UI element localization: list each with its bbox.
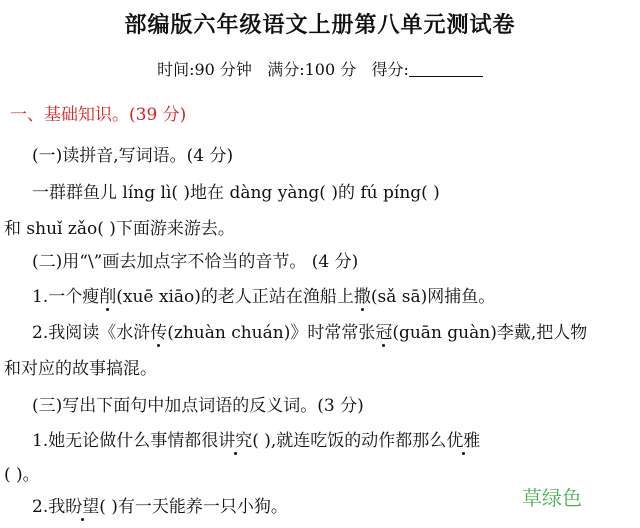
question-1-line-2: 和 shuǐ zǎo( )下面游来游去。 (4, 219, 235, 239)
question-2-sentence-1: 1.一个瘦削(xuē xiāo)的老人正站在渔船上撒(sǎ sā)网捕鱼。 (32, 287, 496, 307)
question-3-sentence-1-cont: ( )。 (4, 465, 40, 485)
exam-meta (0, 57, 640, 80)
question-2-sentence-2: 2.我阅读《水浒传(zhuàn chuán)》时常常张冠(guān guàn)李戴,把人物 (32, 323, 588, 343)
dotted-word: 讲究 (218, 431, 253, 451)
dotted-char: 撒 (353, 287, 371, 307)
full-score-label: 满分:100 分 (267, 60, 357, 79)
question-2-heading: (二)用“\”画去加点字不恰当的音节。 (4 分) (32, 252, 359, 272)
dotted-word: 优雅 (446, 431, 481, 451)
question-2-sentence-2-cont: 和对应的故事搞混。 (4, 359, 157, 379)
section-heading-basics: 一、基础知识。(39 分) (10, 105, 187, 125)
question-1-heading: (一)读拼音,写词语。(4 分) (32, 146, 234, 166)
dotted-char: 传 (150, 323, 168, 343)
dotted-char: 削 (99, 287, 117, 307)
question-1-line-1: 一群群鱼儿 líng lì( )地在 dàng yàng( )的 fú píng( ) (32, 183, 440, 203)
dotted-char: 冠 (375, 323, 393, 343)
question-3-heading: (三)写出下面句中加点词语的反义词。(3 分) (32, 396, 364, 416)
score-blank (409, 62, 483, 77)
watermark-text: 草绿色 (522, 486, 582, 510)
score-label: 得分: (371, 60, 409, 79)
dotted-word: 盼望 (65, 497, 100, 517)
question-3-sentence-1: 1.她无论做什么事情都很讲究( ),就连吃饭的动作都那么优雅 (32, 431, 481, 451)
question-3-sentence-2: 2.我盼望( )有一天能养一只小狗。 (32, 497, 288, 517)
time-label: 时间:90 分钟 (157, 60, 252, 79)
page-title: 部编版六年级语文上册第八单元测试卷 (124, 13, 516, 38)
